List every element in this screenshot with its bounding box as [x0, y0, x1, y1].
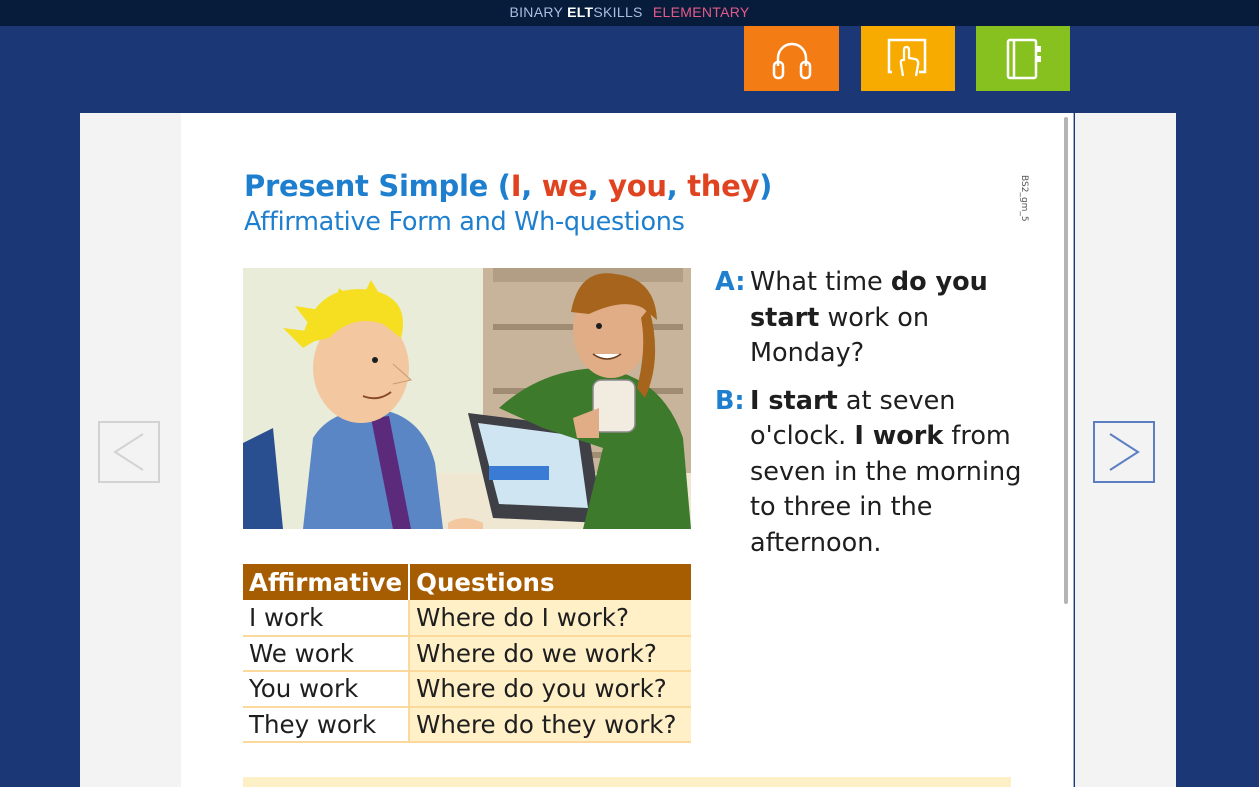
question-cell: Where do you work?: [409, 671, 691, 707]
exercise-band: [243, 777, 1011, 787]
office-illustration: [243, 268, 691, 529]
pronoun-they: they: [687, 169, 760, 203]
table-row: [243, 600, 691, 636]
dialog-line-b4: to three in the: [750, 492, 933, 522]
dialog-line-a1: A: What time do you: [715, 265, 1045, 301]
touch-button[interactable]: [861, 26, 955, 91]
dialog-line-b3: seven in the morning: [750, 456, 1022, 487]
speaker-a: A:: [715, 267, 746, 297]
speaker-b: B:: [715, 385, 745, 416]
dialog-line-b2: o'clock. I work from: [750, 421, 1011, 451]
dialog-line-b5: afternoon.: [750, 527, 882, 558]
next-page-button[interactable]: [1093, 421, 1155, 483]
table-row: [243, 671, 691, 707]
affirmative-cell: They work: [243, 707, 409, 743]
page-scrollbar[interactable]: [1064, 117, 1068, 604]
brand-skills: SKILLS: [593, 4, 643, 20]
dialog-line-a3: Monday?: [750, 338, 865, 368]
pronoun-we: we: [541, 169, 588, 203]
page-title: Present Simple (I, we, you, they): [244, 169, 773, 203]
dialog-line-b1: B: I start at seven: [715, 384, 1045, 420]
notebook-icon: [1000, 36, 1046, 82]
page-code: BS2_gm_5: [1019, 175, 1029, 222]
brand-binary: BINARY: [509, 4, 563, 20]
page-subtitle: Affirmative Form and Wh-questions: [244, 207, 685, 237]
affirmative-cell: We work: [243, 636, 409, 672]
affirmative-cell: I work: [243, 600, 409, 636]
notes-button[interactable]: [976, 26, 1070, 91]
audio-button[interactable]: [744, 26, 839, 91]
affirmative-cell: You work: [243, 671, 409, 707]
app-title-bar: [0, 0, 1259, 26]
brand-level: ELEMENTARY: [652, 4, 750, 20]
question-cell: Where do we work?: [409, 636, 691, 672]
question-cell: Where do they work?: [409, 707, 691, 743]
header-affirmative: Affirmative: [243, 564, 409, 600]
table-row: [243, 707, 691, 743]
previous-page-button[interactable]: [98, 421, 160, 483]
lesson-page: [181, 113, 1074, 787]
header-questions: Questions: [409, 564, 691, 600]
table-header-row: [243, 564, 691, 600]
headphones-icon: [769, 36, 815, 82]
pronoun-i: I: [510, 169, 522, 203]
pronoun-you: you: [608, 169, 667, 203]
chevron-right-icon: [1104, 430, 1144, 474]
dialog: [715, 265, 1045, 561]
touch-hand-icon: [885, 36, 931, 82]
question-cell: Where do I work?: [409, 600, 691, 636]
table-row: [243, 636, 691, 672]
chevron-left-icon: [109, 430, 149, 474]
dialog-line-a2: start work on: [750, 302, 930, 333]
grammar-table: [243, 564, 691, 743]
brand-elt: ELT: [567, 4, 594, 20]
